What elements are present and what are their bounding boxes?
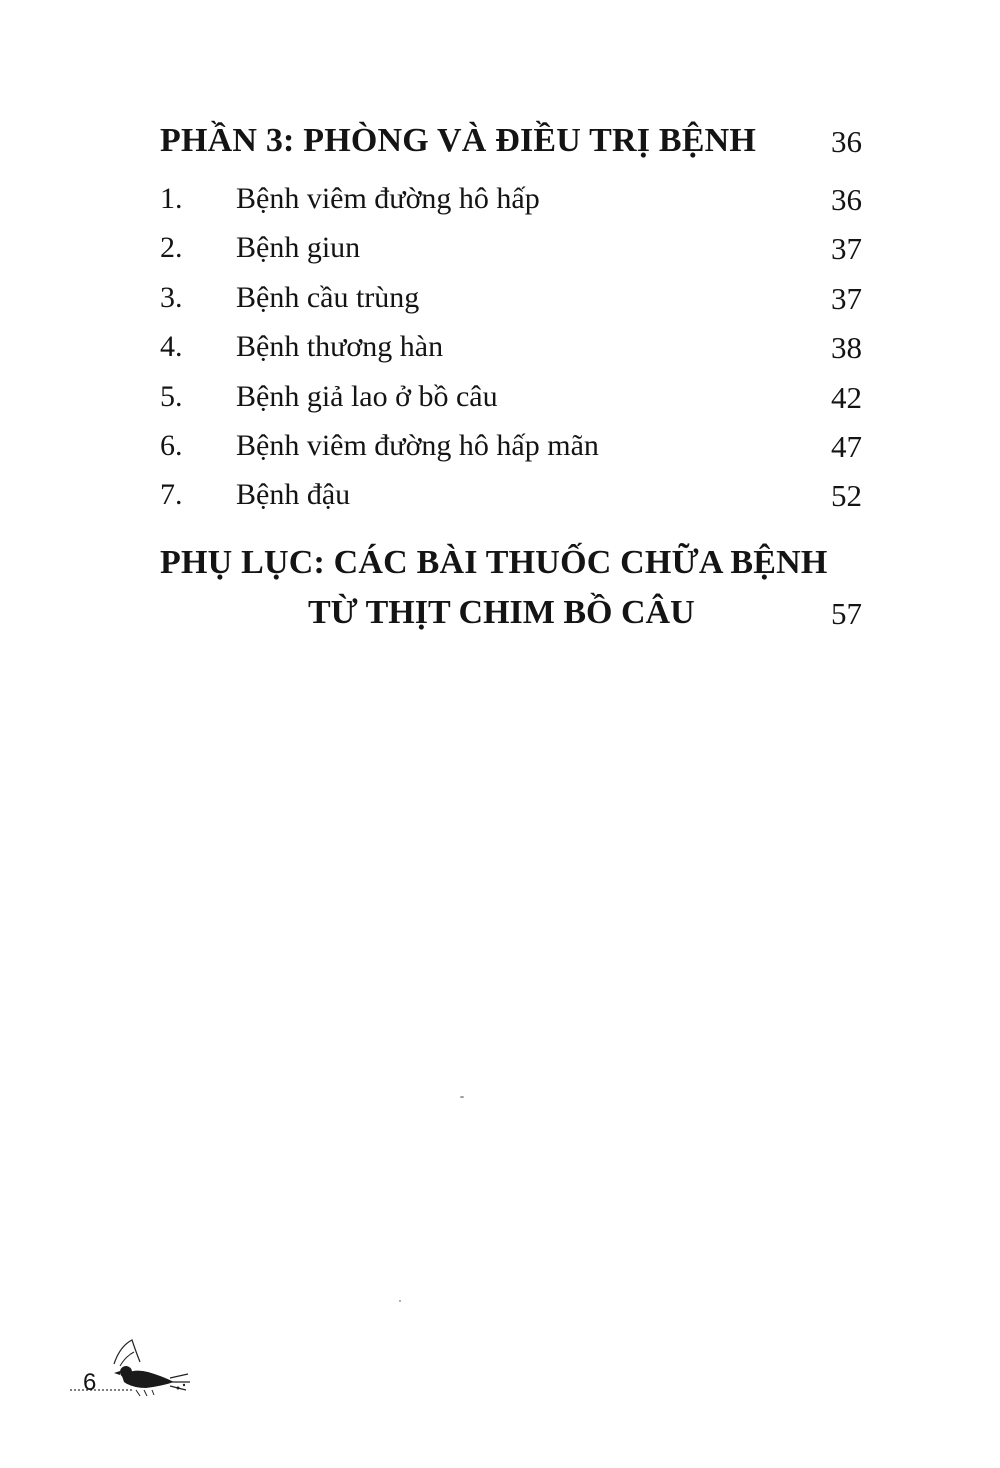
toc-entry: [160, 380, 862, 420]
toc-entry: [160, 231, 862, 271]
toc-entry-number: 5.: [160, 380, 183, 413]
toc-entry-page: 42: [831, 380, 862, 415]
toc-entry-page: 37: [831, 231, 862, 266]
toc-entry-number: 6.: [160, 429, 183, 462]
toc-entry-page: 52: [831, 478, 862, 513]
toc-entry-page: 37: [831, 281, 862, 316]
toc-entry-label: Bệnh đậu: [236, 478, 351, 511]
toc-entry-number: 1.: [160, 182, 183, 215]
toc-entry-number: 7.: [160, 478, 183, 511]
toc-entry: [160, 478, 862, 518]
toc-entry-label: Bệnh viêm đường hô hấp mãn: [236, 429, 599, 462]
toc-entry-label: Bệnh thương hàn: [236, 330, 444, 363]
toc-entry-number: 3.: [160, 281, 183, 314]
toc-entry: [160, 281, 862, 321]
scan-speck: [460, 1096, 464, 1098]
toc-entry-page: 38: [831, 330, 862, 365]
toc-entry: [160, 330, 862, 370]
toc-entry-label: Bệnh viêm đường hô hấp: [236, 182, 540, 215]
toc-entry-page: 47: [831, 429, 862, 464]
appendix-title-line-1: PHỤ LỤC: CÁC BÀI THUỐC CHỮA BỆNH: [160, 544, 828, 581]
toc-entry: [160, 182, 862, 222]
toc-entry-label: Bệnh cầu trùng: [236, 281, 420, 314]
appendix-page-number: 57: [831, 596, 862, 631]
toc-entry-label: Bệnh giun: [236, 231, 361, 264]
toc-entry-number: 4.: [160, 330, 183, 363]
footer-page-number: 6: [83, 1369, 97, 1396]
scan-speck: [399, 1300, 401, 1302]
toc-entry-label: Bệnh giả lao ở bồ câu: [236, 380, 498, 413]
toc-entry-page: 36: [831, 182, 862, 217]
section-3-page-number: 36: [831, 124, 862, 159]
appendix-title-line-2: TỪ THỊT CHIM BỒ CÂU: [308, 594, 695, 631]
toc-entry: [160, 429, 862, 469]
section-3-title: PHẦN 3: PHÒNG VÀ ĐIỀU TRỊ BỆNH: [160, 122, 757, 159]
toc-entry-number: 2.: [160, 231, 183, 264]
